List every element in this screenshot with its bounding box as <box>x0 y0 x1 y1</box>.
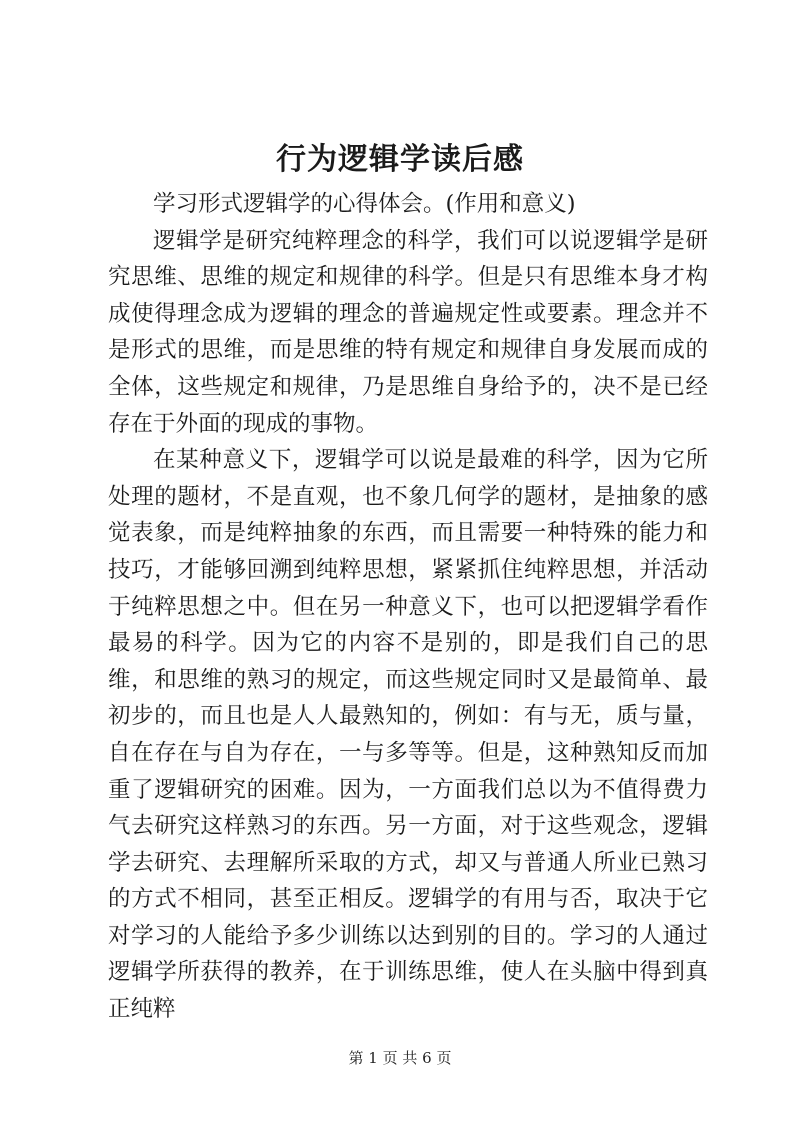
document-body <box>108 186 708 1028</box>
paragraph: 逻辑学是研究纯粹理念的科学，我们可以说逻辑学是研究思维、思维的规定和规律的科学。但是只有思维本身才构成使得理念成为逻辑的理念的普遍规定性或要素。理念并不是形式的思维，而是思维的特有规定和规律自身发展而成的全体，这些规定和规律，乃是思维自身给予的，决不是已经存在于外面的现成的事物。 <box>108 227 708 437</box>
paragraph: 在某种意义下，逻辑学可以说是最难的科学，因为它所处理的题材，不是直观，也不象几何学的题材，是抽象的感觉表象，而是纯粹抽象的东西，而且需要一种特殊的能力和技巧，才能够回溯到纯粹思想，紧紧抓住纯粹思想，并活动于纯粹思想之中。但在另一种意义下，也可以把逻辑学看作最易的科学。因为它的内容不是别的，即是我们自己的思维，和思维的熟习的规定，而这些规定同时又是最简单、最初步的，而且也是人人最熟知的，例如：有与无，质与量，自在存在与自为存在，一与多等等。但是，这种熟知反而加重了逻辑研究的困难。因为，一方面我们总以为不值得费力气去研究这样熟习的东西。另一方面，对于这些观念，逻辑学去研究、去理解所采取的方式，却又与普通人所业已熟习的方式不相同，甚至正相反。逻辑学的有用与否，取决于它对学习的人能给予多少训练以达到别的目的。学习的人通过逻辑学所获得的教养，在于训练思维，使人在头脑中得到真正纯粹 <box>108 447 708 1023</box>
page-footer: 第 1 页 共 6 页 <box>348 1049 452 1067</box>
paragraph-subtitle: 学习形式逻辑学的心得体会。(作用和意义) <box>153 191 576 217</box>
document-title: 行为逻辑学读后感 <box>276 142 524 177</box>
